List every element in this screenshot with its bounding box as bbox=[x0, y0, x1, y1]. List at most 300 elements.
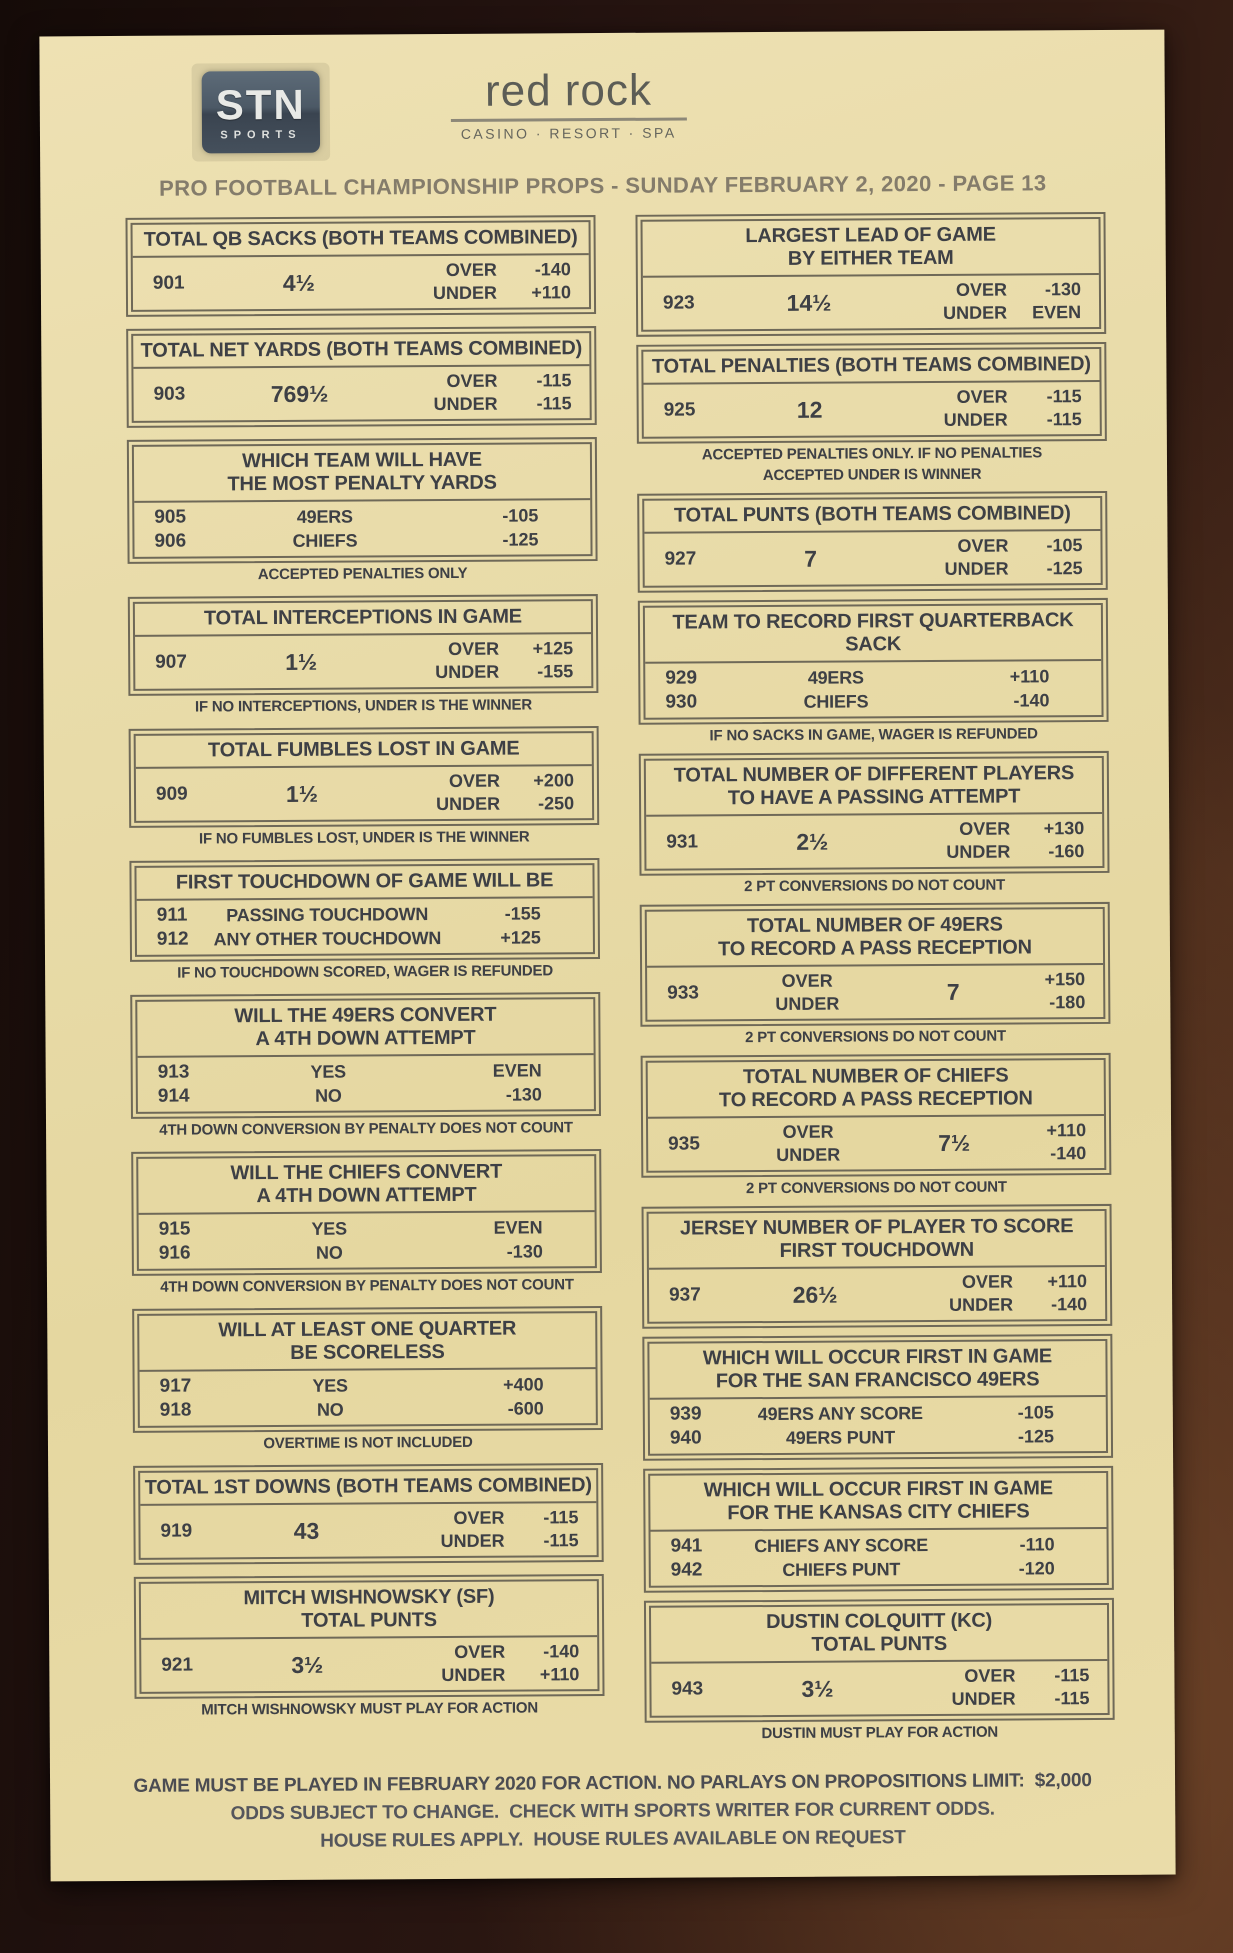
prop-box-inner bbox=[645, 907, 1106, 1022]
prop-box-inner bbox=[132, 442, 593, 559]
over-odds: +150 bbox=[1044, 969, 1086, 990]
bet-number: 907 bbox=[155, 651, 187, 673]
over-odds: +130 bbox=[1043, 818, 1085, 839]
over-under-labels bbox=[903, 279, 1007, 326]
prop-title-line: WILL THE CHIEFS CONVERT bbox=[230, 1160, 503, 1185]
over-under-odds bbox=[497, 258, 589, 305]
prop-title-line: TOTAL 1ST DOWNS (BOTH TEAMS COMBINED) bbox=[144, 1474, 592, 1499]
selection-odds: EVEN bbox=[492, 1059, 542, 1081]
red-rock-divider bbox=[451, 118, 687, 122]
prop-unit bbox=[129, 726, 600, 849]
selection-row bbox=[645, 688, 1101, 715]
selection-label: NO bbox=[316, 1399, 344, 1420]
prop-title-line: WHICH WILL OCCUR FIRST IN GAME bbox=[702, 1345, 1053, 1370]
prop-title-line: TOTAL QB SACKS (BOTH TEAMS COMBINED) bbox=[143, 226, 578, 251]
prop-note: ACCEPTED PENALTIES ONLY bbox=[257, 564, 468, 584]
prop-unit bbox=[126, 326, 597, 428]
over-under-row bbox=[643, 278, 1099, 327]
bet-number: 909 bbox=[155, 783, 188, 805]
selection-label: CHIEFS bbox=[292, 530, 358, 551]
over-under-labels bbox=[719, 969, 895, 1016]
prop-box bbox=[131, 1149, 602, 1276]
bet-number: 933 bbox=[667, 982, 699, 1004]
bet-number: 918 bbox=[159, 1399, 192, 1421]
over-odds: +125 bbox=[532, 638, 574, 659]
prop-box-data bbox=[136, 766, 592, 821]
over-under-labels bbox=[400, 1507, 504, 1554]
prop-line-value: 2½ bbox=[796, 828, 829, 855]
under-odds: -250 bbox=[537, 793, 575, 814]
prop-line-value: 1½ bbox=[285, 780, 319, 807]
prop-title-line: FIRST TOUCHDOWN bbox=[779, 1238, 975, 1262]
over-label: OVER bbox=[453, 1507, 505, 1528]
prop-box bbox=[642, 1204, 1113, 1329]
prop-line-value: 26½ bbox=[792, 1281, 838, 1308]
under-label: UNDER bbox=[944, 558, 1009, 579]
bet-number: 923 bbox=[662, 292, 695, 314]
prop-box bbox=[644, 1598, 1115, 1723]
under-odds: -180 bbox=[1049, 992, 1086, 1013]
props-columns bbox=[40, 212, 1174, 1756]
selection-label: 49ERS ANY SCORE bbox=[757, 1402, 923, 1424]
prop-title bbox=[651, 1605, 1107, 1664]
under-label: UNDER bbox=[951, 1688, 1016, 1709]
stn-logo-subtext: SPORTS bbox=[220, 128, 302, 141]
props-left-column bbox=[125, 215, 604, 1755]
prop-box-inner bbox=[641, 217, 1102, 332]
over-label: OVER bbox=[959, 818, 1011, 839]
over-label: OVER bbox=[955, 279, 1008, 300]
over-under-odds bbox=[505, 1640, 597, 1687]
selection-odds: -155 bbox=[504, 902, 541, 924]
over-under-odds bbox=[1008, 385, 1100, 432]
prop-note: IF NO FUMBLES LOST, UNDER IS THE WINNER bbox=[198, 828, 530, 848]
prop-line-value: 769½ bbox=[270, 380, 329, 407]
over-odds: +200 bbox=[533, 770, 574, 791]
prop-title bbox=[647, 909, 1103, 968]
prop-line-value: 4½ bbox=[282, 269, 315, 296]
prop-title-line: TOTAL PENALTIES (BOTH TEAMS COMBINED) bbox=[651, 353, 1091, 378]
prop-box-inner bbox=[641, 347, 1102, 439]
selection-row bbox=[139, 1239, 595, 1266]
prop-box bbox=[127, 437, 598, 564]
prop-title bbox=[645, 605, 1101, 664]
under-odds: -155 bbox=[537, 661, 574, 682]
prop-title-line: FOR THE KANSAS CITY CHIEFS bbox=[727, 1500, 1030, 1525]
prop-line-value: 7 bbox=[804, 545, 818, 572]
prop-box-inner bbox=[646, 1058, 1107, 1173]
prop-box-data bbox=[134, 500, 590, 557]
prop-box bbox=[639, 751, 1110, 876]
prop-box-inner bbox=[643, 603, 1104, 720]
prop-unit bbox=[639, 751, 1110, 897]
selection-row bbox=[651, 1556, 1107, 1583]
prop-title bbox=[133, 333, 589, 369]
prop-title-line: TOTAL NUMBER OF DIFFERENT PLAYERS bbox=[673, 762, 1075, 787]
prop-unit bbox=[642, 1204, 1113, 1329]
over-under-labels bbox=[906, 818, 1010, 865]
over-under-labels bbox=[911, 1665, 1015, 1712]
over-under-row bbox=[648, 1119, 1104, 1168]
prop-box-inner bbox=[647, 1339, 1108, 1456]
prop-title bbox=[643, 349, 1099, 385]
prop-box bbox=[642, 1334, 1113, 1461]
over-label: OVER bbox=[446, 370, 498, 391]
over-under-odds bbox=[500, 769, 592, 816]
over-under-odds bbox=[1012, 1119, 1104, 1166]
sheet-footer bbox=[50, 1767, 1175, 1858]
under-label: UNDER bbox=[943, 409, 1008, 430]
prop-box-inner bbox=[647, 1209, 1108, 1324]
prop-line-value: 12 bbox=[796, 396, 823, 423]
footer-line: HOUSE RULES APPLY. HOUSE RULES AVAILABLE ON REQUEST bbox=[320, 1827, 906, 1852]
prop-box-inner bbox=[131, 220, 592, 312]
bet-number: 914 bbox=[157, 1085, 190, 1107]
prop-title bbox=[140, 1470, 596, 1506]
prop-box-data bbox=[644, 531, 1100, 586]
selection-row bbox=[651, 1532, 1107, 1559]
prop-note: 2 PT CONVERSIONS DO NOT COUNT bbox=[744, 1027, 1006, 1047]
under-label: UNDER bbox=[435, 661, 500, 683]
under-odds: -115 bbox=[1046, 409, 1082, 430]
prop-title bbox=[136, 865, 592, 901]
over-label: OVER bbox=[454, 1641, 506, 1662]
bet-number: 943 bbox=[671, 1678, 704, 1700]
over-under-labels bbox=[720, 1120, 896, 1167]
prop-unit bbox=[644, 1598, 1115, 1744]
prop-box bbox=[130, 992, 601, 1119]
prop-box bbox=[132, 1306, 603, 1433]
prop-title-line: MITCH WISHNOWSKY (SF) bbox=[243, 1585, 495, 1610]
prop-box bbox=[637, 491, 1108, 593]
prop-title bbox=[650, 1473, 1106, 1532]
prop-box bbox=[640, 902, 1111, 1027]
selection-odds: +110 bbox=[1009, 665, 1050, 687]
prop-title bbox=[135, 601, 591, 637]
prop-title-line: WILL AT LEAST ONE QUARTER bbox=[218, 1317, 517, 1342]
under-odds: -115 bbox=[536, 393, 572, 414]
prop-note: 4TH DOWN CONVERSION BY PENALTY DOES NOT COUNT bbox=[160, 1276, 574, 1296]
over-odds: +110 bbox=[1047, 1271, 1088, 1292]
prop-title-line: DUSTIN COLQUITT (KC) bbox=[766, 1609, 993, 1634]
bet-number: 911 bbox=[156, 904, 188, 926]
selection-row bbox=[650, 1424, 1106, 1451]
over-under-labels bbox=[904, 535, 1008, 582]
prop-title bbox=[643, 219, 1099, 278]
prop-unit bbox=[636, 342, 1107, 486]
selection-row bbox=[138, 1058, 594, 1085]
prop-note: OVERTIME IS NOT INCLUDED bbox=[263, 1433, 473, 1453]
prop-box-data bbox=[140, 1369, 596, 1426]
prop-title-line: BY EITHER TEAM bbox=[787, 246, 954, 270]
selection-odds: +125 bbox=[500, 926, 541, 948]
over-odds: -115 bbox=[543, 1507, 579, 1528]
over-under-odds bbox=[1007, 278, 1099, 325]
under-odds: +110 bbox=[531, 282, 572, 303]
over-label: OVER bbox=[781, 970, 833, 991]
selection-label: YES bbox=[310, 1061, 346, 1082]
prop-box-inner bbox=[648, 1471, 1109, 1588]
prop-line-value: 1½ bbox=[285, 648, 318, 675]
over-under-labels bbox=[909, 1271, 1013, 1318]
selection-label: NO bbox=[314, 1085, 342, 1106]
under-odds: EVEN bbox=[1031, 302, 1082, 323]
prop-box-data bbox=[137, 898, 593, 955]
selection-row bbox=[134, 527, 590, 554]
under-label: UNDER bbox=[943, 302, 1008, 323]
bet-number: 927 bbox=[664, 548, 697, 570]
prop-title-line: BE SCORELESS bbox=[290, 1341, 445, 1364]
bet-number: 906 bbox=[154, 530, 187, 552]
prop-title-line: TO RECORD A PASS RECEPTION bbox=[718, 1087, 1033, 1112]
selection-odds: -110 bbox=[1019, 1533, 1055, 1554]
prop-title-line: TOTAL NET YARDS (BOTH TEAMS COMBINED) bbox=[140, 337, 583, 362]
selection-odds: +400 bbox=[503, 1373, 544, 1395]
prop-box-data bbox=[139, 1212, 595, 1269]
prop-title-line: TO HAVE A PASSING ATTEMPT bbox=[727, 785, 1021, 810]
prop-box-inner bbox=[136, 1154, 597, 1271]
prop-line-value: 7½ bbox=[938, 1129, 971, 1156]
prop-box-inner bbox=[134, 731, 595, 823]
prop-title-line: TOTAL NUMBER OF CHIEFS bbox=[742, 1064, 1009, 1089]
prop-line-value: 3½ bbox=[291, 1651, 324, 1678]
over-under-row bbox=[646, 817, 1102, 866]
selection-label: CHIEFS ANY SCORE bbox=[754, 1534, 929, 1556]
bet-number: 905 bbox=[154, 506, 187, 528]
selection-label: YES bbox=[312, 1375, 348, 1396]
prop-line-value: 43 bbox=[293, 1517, 320, 1544]
prop-title-line: FIRST TOUCHDOWN OF GAME WILL BE bbox=[175, 869, 554, 894]
bet-number: 916 bbox=[158, 1242, 191, 1264]
under-odds: -125 bbox=[1046, 558, 1083, 579]
red-rock-name: red rock bbox=[484, 65, 653, 116]
under-odds: -160 bbox=[1048, 841, 1085, 862]
over-label: OVER bbox=[964, 1665, 1016, 1686]
prop-unit bbox=[643, 1466, 1114, 1593]
prop-box-data bbox=[651, 1661, 1107, 1716]
under-label: UNDER bbox=[776, 1144, 841, 1165]
bet-number: 915 bbox=[158, 1218, 191, 1240]
prop-title bbox=[648, 1060, 1104, 1119]
selection-row bbox=[139, 1215, 595, 1242]
prop-title bbox=[139, 1313, 595, 1372]
prop-unit bbox=[131, 1149, 602, 1297]
prop-title-line: TOTAL PUNTS (BOTH TEAMS COMBINED) bbox=[673, 502, 1071, 527]
under-label: UNDER bbox=[440, 1530, 505, 1552]
under-odds: -140 bbox=[1050, 1143, 1087, 1164]
bet-number: 940 bbox=[669, 1427, 702, 1449]
prop-note: 2 PT CONVERSIONS DO NOT COUNT bbox=[745, 1178, 1007, 1198]
prop-note: ACCEPTED UNDER IS WINNER bbox=[762, 465, 982, 485]
props-right-column bbox=[635, 212, 1114, 1752]
bet-number: 930 bbox=[665, 691, 698, 713]
prop-title-line: A 4TH DOWN ATTEMPT bbox=[255, 1026, 476, 1051]
bet-number: 901 bbox=[152, 272, 185, 294]
under-odds: +110 bbox=[539, 1664, 580, 1685]
selection-odds: -600 bbox=[507, 1397, 544, 1419]
prop-box-data bbox=[647, 965, 1103, 1020]
prop-box-inner bbox=[134, 863, 595, 957]
over-under-odds bbox=[1015, 1664, 1107, 1711]
bet-number: 931 bbox=[666, 831, 699, 853]
over-under-row bbox=[647, 968, 1103, 1017]
over-under-row bbox=[133, 369, 589, 418]
prop-box bbox=[128, 594, 599, 696]
prop-box bbox=[635, 212, 1106, 337]
prop-box-inner bbox=[131, 331, 592, 423]
prop-box bbox=[636, 342, 1107, 444]
prop-unit bbox=[127, 437, 598, 585]
prop-unit bbox=[130, 992, 601, 1140]
bet-number: 925 bbox=[663, 399, 696, 421]
over-odds: -115 bbox=[1054, 1665, 1090, 1686]
prop-unit bbox=[132, 1306, 603, 1454]
over-label: OVER bbox=[961, 1271, 1014, 1292]
selection-odds: -130 bbox=[506, 1240, 543, 1262]
selection-row bbox=[134, 503, 590, 530]
prop-box-inner bbox=[139, 1579, 600, 1694]
selection-row bbox=[140, 1396, 596, 1423]
prop-box-inner bbox=[644, 756, 1105, 871]
over-under-row bbox=[140, 1506, 596, 1555]
prop-line-value: 14½ bbox=[786, 289, 832, 316]
prop-title bbox=[133, 222, 589, 258]
selection-odds: -140 bbox=[1013, 689, 1050, 711]
over-label: OVER bbox=[957, 535, 1009, 556]
selection-odds: EVEN bbox=[493, 1216, 543, 1238]
over-under-odds bbox=[497, 369, 589, 416]
sheet-header bbox=[40, 56, 1166, 165]
over-odds: -115 bbox=[1046, 386, 1082, 407]
over-label: OVER bbox=[448, 770, 500, 791]
prop-unit bbox=[638, 598, 1109, 746]
prop-box-inner bbox=[133, 599, 594, 691]
prop-title bbox=[137, 999, 593, 1058]
red-rock-logo bbox=[450, 65, 686, 142]
over-odds: -130 bbox=[1044, 279, 1081, 300]
prop-title-line: TOTAL FUMBLES LOST IN GAME bbox=[207, 737, 520, 762]
prop-title-line: TEAM TO RECORD FIRST QUARTERBACK SACK bbox=[672, 609, 1074, 656]
prop-unit bbox=[128, 594, 599, 717]
bet-number: 942 bbox=[670, 1559, 703, 1581]
selection-odds: -105 bbox=[1017, 1401, 1054, 1423]
selection-label: NO bbox=[315, 1242, 343, 1263]
selection-label: PASSING TOUCHDOWN bbox=[226, 903, 429, 925]
prop-title bbox=[644, 498, 1100, 534]
selection-label: CHIEFS bbox=[803, 690, 869, 712]
prop-title bbox=[141, 1581, 597, 1640]
prop-title-line: JERSEY NUMBER OF PLAYER TO SCORE bbox=[679, 1215, 1074, 1240]
prop-box-inner bbox=[649, 1603, 1110, 1718]
prop-box bbox=[126, 326, 597, 428]
selection-odds: -120 bbox=[1018, 1557, 1055, 1578]
prop-box-data bbox=[141, 1637, 597, 1692]
under-label: UNDER bbox=[949, 1294, 1014, 1315]
over-under-labels bbox=[393, 370, 497, 417]
page-title: PRO FOOTBALL CHAMPIONSHIP PROPS - SUNDAY FEBRUARY 2, 2020 - PAGE 13 bbox=[159, 170, 1047, 201]
under-label: UNDER bbox=[432, 282, 498, 304]
selection-label: 49ERS bbox=[807, 666, 864, 688]
prop-note: IF NO TOUCHDOWN SCORED, WAGER IS REFUNDED bbox=[177, 962, 553, 982]
selection-label: ANY OTHER TOUCHDOWN bbox=[213, 927, 442, 949]
selection-label: 49ERS PUNT bbox=[785, 1426, 896, 1448]
over-under-labels bbox=[904, 386, 1008, 433]
over-under-labels bbox=[396, 770, 500, 817]
prop-sheet-paper bbox=[39, 30, 1175, 1882]
selection-row bbox=[138, 1082, 594, 1109]
prop-title bbox=[649, 1211, 1105, 1270]
selection-label: 49ERS bbox=[296, 506, 353, 527]
prop-title-line: WHICH WILL OCCUR FIRST IN GAME bbox=[703, 1477, 1053, 1502]
prop-unit bbox=[129, 858, 600, 983]
bet-number: 941 bbox=[670, 1535, 703, 1557]
prop-note: DUSTIN MUST PLAY FOR ACTION bbox=[761, 1723, 999, 1743]
prop-unit bbox=[641, 1053, 1112, 1199]
under-label: UNDER bbox=[441, 1664, 506, 1686]
prop-box-data bbox=[646, 814, 1102, 869]
prop-box-data bbox=[133, 255, 589, 310]
prop-title-line: FOR THE SAN FRANCISCO 49ERS bbox=[715, 1368, 1040, 1393]
over-under-row bbox=[651, 1664, 1107, 1713]
under-odds: -115 bbox=[543, 1530, 579, 1551]
over-label: OVER bbox=[782, 1121, 834, 1142]
prop-box-inner bbox=[137, 1311, 598, 1428]
over-odds: -140 bbox=[543, 1641, 580, 1662]
prop-box-data bbox=[651, 1529, 1107, 1586]
footer-line: GAME MUST BE PLAYED IN FEBRUARY 2020 FOR ACTION. NO PARLAYS ON PROPOSITIONS LIMIT: $2,000 bbox=[133, 1770, 1092, 1797]
under-label: UNDER bbox=[433, 393, 498, 415]
prop-unit bbox=[642, 1334, 1113, 1461]
stn-logo-halo bbox=[192, 63, 331, 162]
prop-unit bbox=[134, 1574, 605, 1720]
bet-number: 917 bbox=[159, 1375, 192, 1397]
over-under-row bbox=[644, 385, 1100, 434]
over-under-row bbox=[644, 534, 1100, 583]
under-odds: -140 bbox=[1051, 1294, 1088, 1315]
bet-number: 929 bbox=[665, 667, 698, 689]
prop-box bbox=[638, 598, 1109, 725]
over-under-odds bbox=[1011, 968, 1103, 1015]
prop-note: IF NO INTERCEPTIONS, UNDER IS THE WINNER bbox=[194, 696, 533, 716]
over-label: OVER bbox=[956, 386, 1008, 407]
prop-box-data bbox=[133, 366, 589, 421]
selection-odds: -105 bbox=[502, 504, 539, 526]
prop-box-data bbox=[645, 661, 1101, 718]
under-label: UNDER bbox=[946, 841, 1011, 862]
over-odds: -105 bbox=[1046, 535, 1083, 556]
prop-line-value: 3½ bbox=[801, 1675, 834, 1702]
over-under-odds bbox=[1008, 534, 1100, 581]
prop-title bbox=[646, 758, 1102, 817]
prop-box bbox=[134, 1574, 605, 1699]
prop-title-line: TO RECORD A PASS RECEPTION bbox=[718, 936, 1032, 961]
bet-number: 912 bbox=[156, 928, 189, 950]
prop-note: IF NO SACKS IN GAME, WAGER IS REFUNDED bbox=[709, 725, 1038, 745]
prop-box bbox=[129, 858, 600, 962]
over-odds: -115 bbox=[536, 370, 572, 391]
selection-row bbox=[140, 1372, 596, 1399]
stn-sports-logo bbox=[202, 71, 320, 154]
prop-box bbox=[133, 1463, 604, 1565]
bet-number: 919 bbox=[160, 1520, 193, 1542]
selection-row bbox=[137, 925, 593, 952]
bet-number: 937 bbox=[669, 1284, 701, 1306]
bet-number: 935 bbox=[668, 1133, 700, 1155]
stn-logo-text: STN bbox=[215, 80, 306, 128]
prop-unit bbox=[640, 902, 1111, 1048]
under-odds: -115 bbox=[1054, 1688, 1090, 1709]
prop-title bbox=[136, 733, 592, 769]
